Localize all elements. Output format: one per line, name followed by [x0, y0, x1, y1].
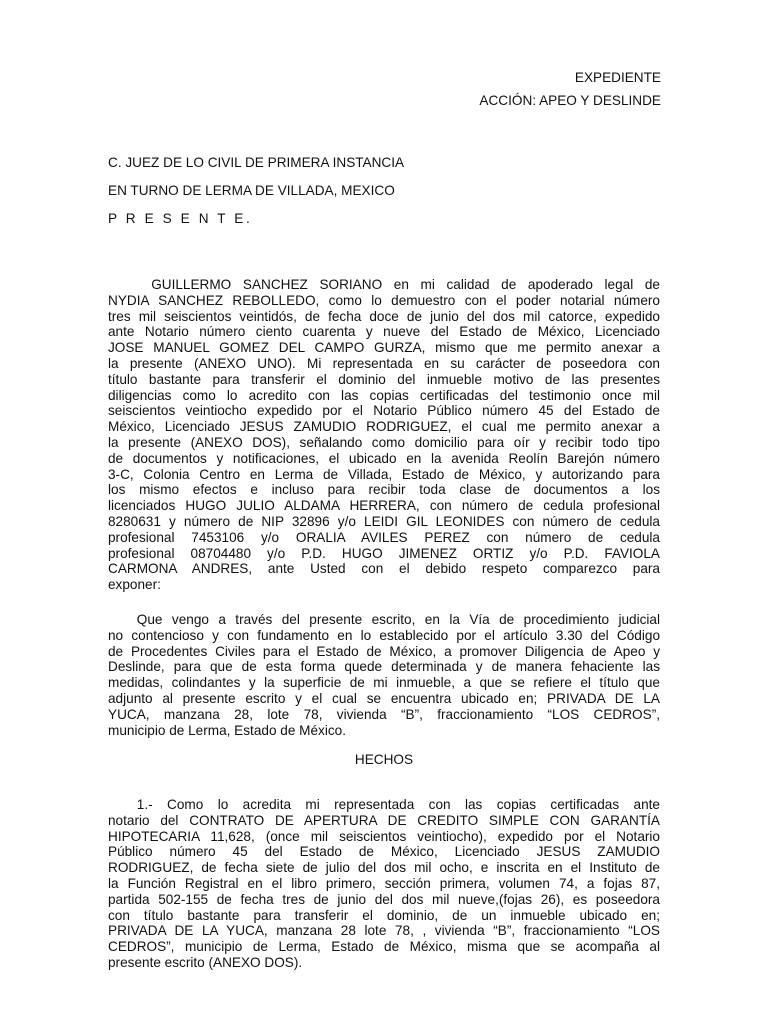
text-line: exponer:: [108, 577, 161, 593]
text-line: HIPOTECARIA 11,628, (once mil seiscientos veintiocho), expedido por el Notario: [108, 828, 660, 844]
text-line: la Función Registral en el libro primero, sección primera, volumen 74, a fojas 87,: [108, 875, 660, 891]
text-line: YUCA, manzana 28, lote 78, vivienda “B”, fraccionamiento “LOS CEDROS”,: [108, 706, 660, 722]
text-line: partida 502-155 de fecha tres de junio del dos mil nueve,(fojas 26), es poseedora: [108, 891, 660, 907]
text-line: título bastante para transferir el dominio del inmueble motivo de las presentes: [108, 371, 660, 387]
text-line: medidas, colindantes y la superficie de mi inmueble, a que se refiere el título que: [108, 675, 660, 691]
addressee-presente: P R E S E N T E.: [108, 211, 253, 226]
text-line: diligencias como lo acredito con las copias certificadas del testimonio once mil: [108, 387, 660, 403]
text-line: de Procedentes Civiles para el Estado de México, a promover Diligencia de Apeo y: [108, 643, 660, 659]
paragraph-apoderado: [108, 277, 660, 593]
text-line: CARMONA ANDRES, ante Usted con el debido respeto comparezco para: [108, 561, 660, 577]
paragraph-hecho-1: [108, 797, 660, 971]
text-line: no contencioso y con fundamento en lo establecido por el artículo 3.30 del Código: [108, 627, 660, 643]
text-line: ante Notario número ciento cuarenta y nueve del Estado de México, Licenciado: [108, 324, 660, 340]
text-line: Deslinde, para que de esta forma quede determinada y de manera fehaciente las: [108, 659, 660, 675]
paragraph-promocion: [108, 612, 660, 738]
text-line: México, Licenciado JESUS ZAMUDIO RODRIGUEZ, el cual me permito anexar a: [108, 419, 660, 435]
text-line: NYDIA SANCHEZ REBOLLEDO, como lo demuestro con el poder notarial número: [108, 292, 660, 308]
addressee-judge: C. JUEZ DE LO CIVIL DE PRIMERA INSTANCIA: [108, 155, 405, 170]
text-line: 1.- Como lo acredita mi representada con las copias certificadas ante: [136, 797, 660, 812]
accion-label: ACCIÓN: APEO Y DESLINDE: [479, 93, 661, 108]
text-line: notario del CONTRATO DE APERTURA DE CREDITO SIMPLE CON GARANTÍA: [108, 812, 660, 828]
text-line: los mismo efectos e incluso para recibir toda clase de documentos a los: [108, 482, 660, 498]
text-line: GUILLERMO SANCHEZ SORIANO en mi calidad de apoderado legal de: [151, 277, 660, 292]
text-line: PRIVADA DE LA YUCA, manzana 28 lote 78, , vivienda “B”, fraccionamiento “LOS: [108, 923, 660, 939]
text-line: profesional 08704480 y/o P.D. HUGO JIMENEZ ORTIZ y/o P.D. FAVIOLA: [108, 545, 660, 561]
text-line: 3-C, Colonia Centro en Lerma de Villada, Estado de México, y autorizando para: [108, 466, 660, 482]
text-line: CEDROS”, municipio de Lerma, Estado de México, misma que se acompaña al: [108, 939, 660, 955]
text-line: Que vengo a través del presente escrito, en la Vía de procedimiento judicial: [136, 612, 660, 627]
addressee-location: EN TURNO DE LERMA DE VILLADA, MEXICO: [108, 183, 395, 198]
text-line: JOSE MANUEL GOMEZ DEL CAMPO GURZA, mismo que me permito anexar a: [108, 340, 660, 356]
hechos-heading: HECHOS: [354, 752, 414, 767]
text-line: la presente (ANEXO UNO). Mi representada en su carácter de poseedora con: [108, 355, 660, 371]
text-line: Público número 45 del Estado de México, Licenciado JESUS ZAMUDIO: [108, 844, 660, 860]
text-line: la presente (ANEXO DOS), señalando como domicilio para oír y recibir todo tipo: [108, 434, 660, 450]
text-line: RODRIGUEZ, de fecha siete de julio del dos mil ocho, e inscrita en el Instituto de: [108, 860, 660, 876]
text-line: adjunto al presente escrito y el cual se encuentra ubicado en; PRIVADA DE LA: [108, 690, 660, 706]
text-line: licenciados HUGO JULIO ALDAMA HERRERA, con número de cedula profesional: [108, 498, 660, 514]
text-line: seiscientos veintiocho expedido por el Notario Público número 45 del Estado de: [108, 403, 660, 419]
text-line: presente escrito (ANEXO DOS).: [108, 954, 303, 970]
text-line: de documentos y notificaciones, el ubicado en la avenida Reolín Barejón número: [108, 450, 660, 466]
expediente-label: EXPEDIENTE: [574, 70, 661, 85]
text-line: municipio de Lerma, Estado de México.: [108, 722, 347, 738]
text-line: profesional 7453106 y/o ORALIA AVILES PEREZ con número de cedula: [108, 529, 660, 545]
text-line: con título bastante para transferir el dominio, de un inmueble ubicado en;: [108, 907, 660, 923]
text-line: 8280631 y número de NIP 32896 y/o LEIDI GIL LEONIDES con número de cedula: [108, 513, 660, 529]
text-line: tres mil seiscientos veintidós, de fecha doce de junio del dos mil catorce, expedido: [108, 308, 660, 324]
